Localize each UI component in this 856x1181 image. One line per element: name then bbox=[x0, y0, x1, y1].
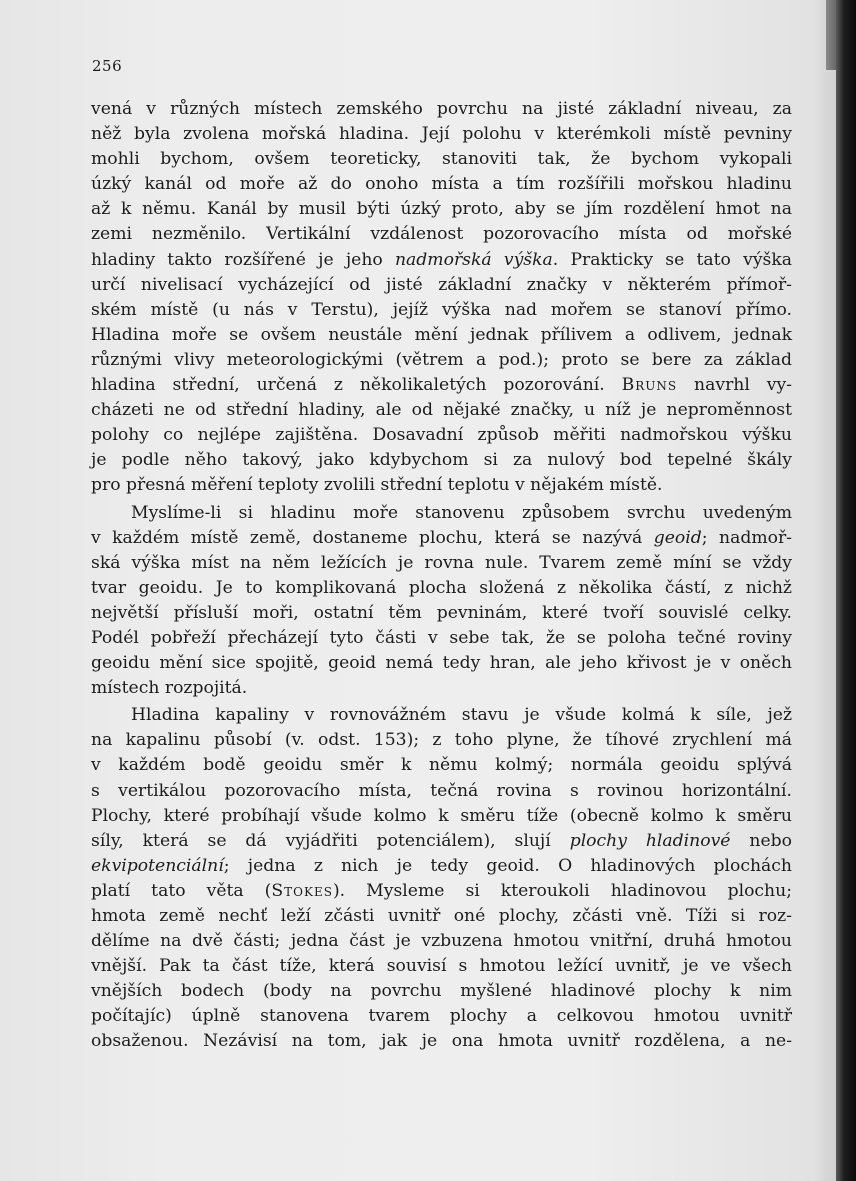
term-plochy-hladinove: plochy hladinové bbox=[569, 830, 731, 851]
term-nadmorska-vyska: nadmořská výška bbox=[394, 249, 553, 270]
term-ekvipotencialni: ekvipotenciální bbox=[91, 855, 224, 876]
text-line: různými vlivy meteorologickými (větrem a pod.); proto se bere za základ bbox=[91, 349, 792, 370]
text-line: největší přísluší moři, ostatní těm pevninám, které tvoří souvislé celky. bbox=[91, 602, 792, 623]
text-line: ská výška míst na něm ležících je rovna nule. Tvarem země míní se vždy bbox=[91, 552, 792, 573]
text-line: pro přesná měření teploty zvolili střední teplotu v nějakém místě. bbox=[91, 475, 663, 496]
text-line: Hladina kapaliny v rovnovážném stavu je všude kolmá k síle, jež bbox=[131, 705, 792, 726]
paragraph-1 bbox=[91, 97, 792, 499]
text-line: vnější. Pak ta část tíže, která souvisí s hmotou ležící uvnitř, je ve všech bbox=[91, 956, 792, 977]
text-line: na kapalinu působí (v. odst. 153); z toho plyne, že tíhové zrychlení má bbox=[91, 730, 792, 751]
text-line: obsaženou. Nezávisí na tom, jak je ona hmota uvnitř rozdělena, a ne- bbox=[91, 1031, 792, 1052]
text-line: Podél pobřeží přecházejí tyto části v sebe tak, že se poloha tečné roviny bbox=[91, 627, 792, 648]
text-line: hladina střední, určená z několikaletých pozorování. Bruns navrhl vy- bbox=[91, 375, 792, 396]
text-line: Plochy, které probíhají všude kolmo k směru tíže (obecně kolmo k směru bbox=[91, 805, 792, 826]
text-line: ekvipotenciální; jedna z nich je tedy geoid. O hladinových plochách bbox=[91, 855, 792, 876]
paragraph-2 bbox=[91, 501, 792, 702]
text-line: úzký kanál od moře až do onoho místa a tím rozšířili mořskou hladinu bbox=[91, 174, 792, 195]
paragraph-3 bbox=[91, 703, 792, 1054]
text-line: něž byla zvolena mořská hladina. Její polohu v kterémkoli místě pevniny bbox=[91, 124, 792, 145]
text-line: polohy co nejlépe zajištěna. Dosavadní způsob měřiti nadmořskou výšku bbox=[91, 425, 792, 446]
text-line: geoidu mění sice spojitě, geoid nemá tedy hran, ale jeho křivost je v oněch bbox=[91, 653, 792, 674]
text-line: s vertikálou pozorovacího místa, tečná rovina s rovinou horizontální. bbox=[91, 780, 792, 801]
text-line: síly, která se dá vyjádřiti potenciálem), slují plochy hladinové nebo bbox=[91, 830, 792, 851]
text-line: mohli bychom, ovšem teoreticky, stanoviti tak, že bychom vykopali bbox=[91, 149, 792, 170]
text-line: vená v různých místech zemského povrchu na jisté základní niveau, za bbox=[91, 99, 792, 119]
text-line: ském místě (u nás v Terstu), jejíž výška nad mořem se stanoví přímo. bbox=[91, 299, 792, 320]
text-line: místech rozpojitá. bbox=[91, 678, 248, 699]
text-line: vnějších bodech (body na povrchu myšlené hladinové plochy k nim bbox=[91, 981, 792, 1002]
text-line: Hladina moře se ovšem neustále mění jednak přílivem a odlivem, jednak bbox=[91, 324, 792, 345]
page-number: 256 bbox=[92, 57, 123, 75]
term-geoid: geoid bbox=[653, 527, 702, 548]
body-text bbox=[91, 97, 792, 1055]
text-line: počítajíc) úplně stanovena tvarem plochy a celkovou hmotou uvnitř bbox=[91, 1006, 792, 1027]
text-line: cházeti ne od střední hladiny, ale od nějaké značky, u níž je neproměnnost bbox=[91, 400, 792, 421]
text-line: až k němu. Kanál by musil býti úzký proto, aby se jím rozdělení hmot na bbox=[91, 199, 792, 220]
text-line: Myslíme-li si hladinu moře stanovenu způsobem svrchu uvedeným bbox=[131, 502, 792, 523]
name-bruns: Bruns bbox=[621, 375, 678, 396]
text-line: určí nivelisací vycházející od jisté základní značky v některém přímoř- bbox=[91, 274, 792, 295]
text-line: hladiny takto rozšířené je jeho nadmořská výška. Prakticky se tato výška bbox=[91, 249, 793, 270]
text-line: je podle něho takový, jako kdybychom si za nulový bod tepelné škály bbox=[91, 450, 792, 471]
page-binding-edge bbox=[836, 0, 856, 1181]
text-line: v každém místě země, dostaneme plochu, která se nazývá geoid; nadmoř- bbox=[91, 527, 792, 548]
text-line: dělíme na dvě části; jedna část je vzbuzena hmotou vnitřní, druhá hmotou bbox=[91, 931, 792, 952]
text-line: v každém bodě geoidu směr k němu kolmý; normála geoidu splývá bbox=[91, 755, 792, 776]
text-line: tvar geoidu. Je to komplikovaná plocha složená z několika částí, z nichž bbox=[91, 577, 792, 598]
name-stokes: Stokes bbox=[271, 880, 333, 901]
text-line: hmota země nechť leží zčásti uvnitř oné plochy, zčásti vně. Tíži si roz- bbox=[91, 906, 792, 926]
text-line: platí tato věta (Stokes). Mysleme si kteroukoli hladinovou plochu; bbox=[91, 880, 792, 901]
text-line: zemi nezměnilo. Vertikální vzdálenost pozorovacího místa od mořské bbox=[91, 224, 792, 245]
